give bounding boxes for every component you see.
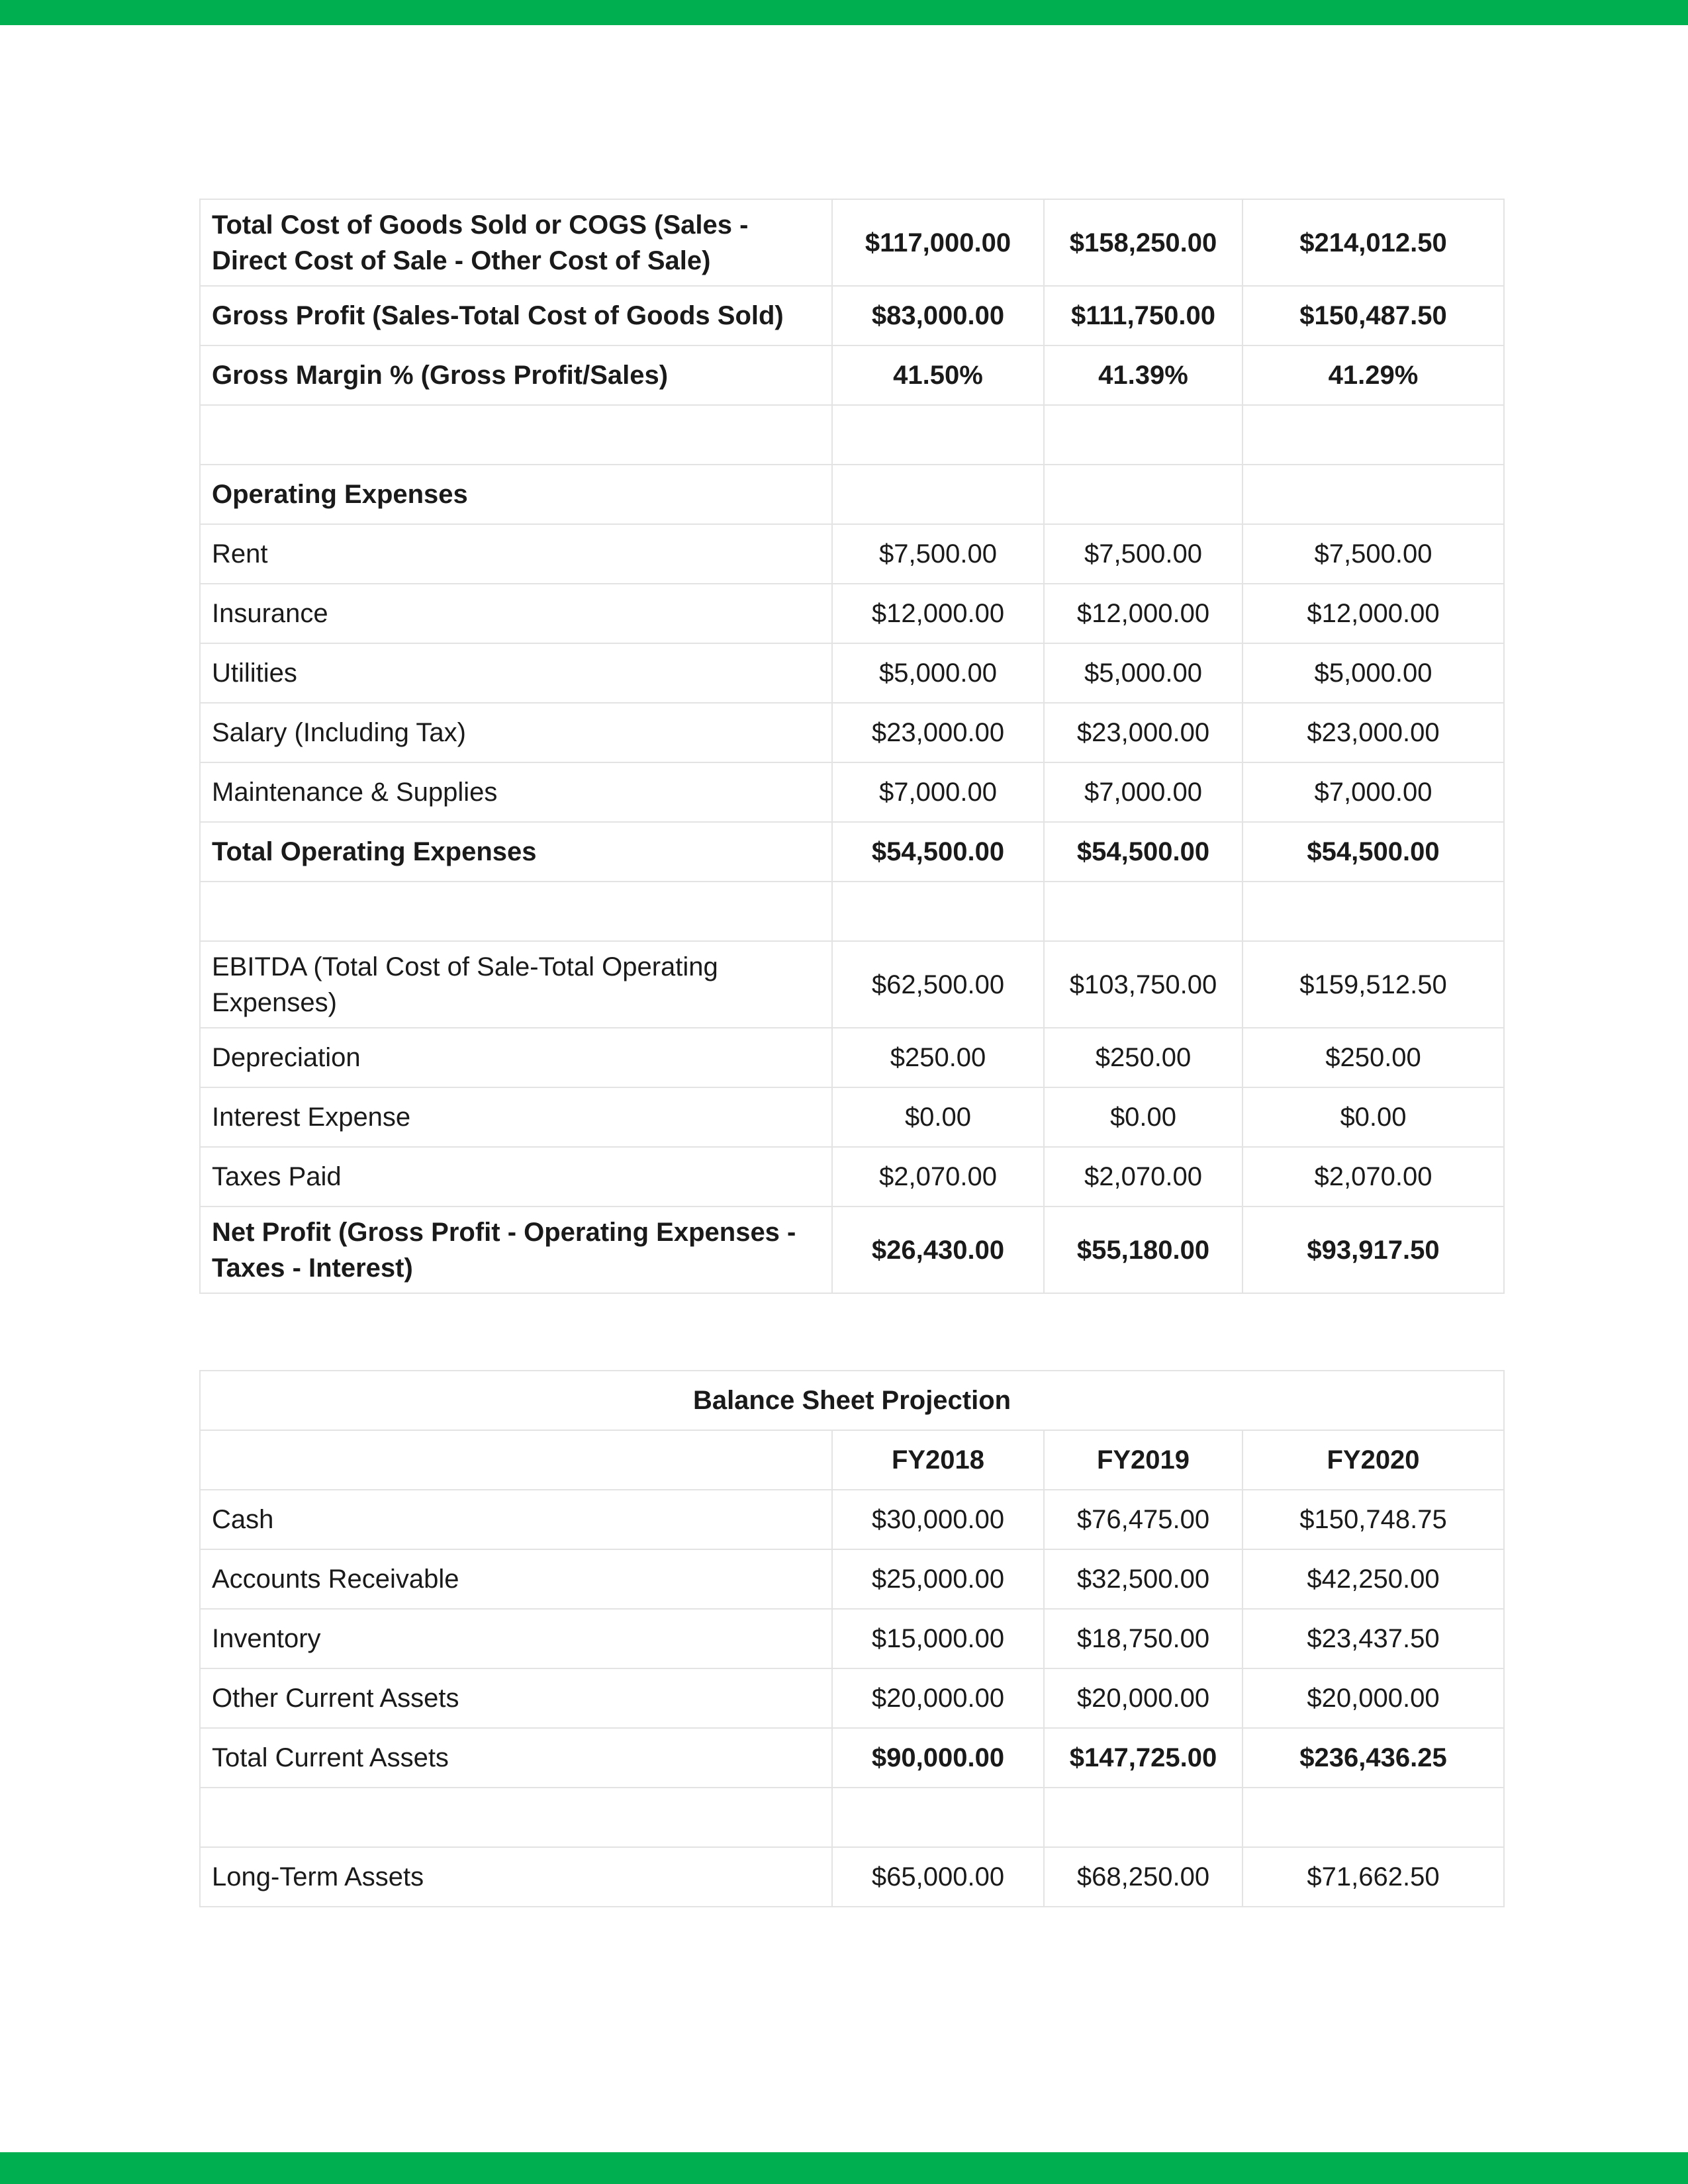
empty-cell [832, 405, 1044, 465]
value-cell [1044, 465, 1243, 524]
table-row [200, 1549, 1504, 1609]
value-cell: $150,487.50 [1243, 286, 1504, 345]
empty-cell [1243, 405, 1504, 465]
row-label: Rent [200, 524, 832, 584]
value-cell: $54,500.00 [1243, 822, 1504, 882]
table-row [200, 1847, 1504, 1907]
table-row [200, 1728, 1504, 1788]
value-cell: $23,000.00 [1243, 703, 1504, 762]
table-row [200, 1028, 1504, 1087]
header-label-cell [200, 1430, 832, 1490]
value-cell: $62,500.00 [832, 941, 1044, 1028]
value-cell: $25,000.00 [832, 1549, 1044, 1609]
value-cell: $117,000.00 [832, 199, 1044, 286]
table-row [200, 762, 1504, 822]
value-cell: $20,000.00 [832, 1668, 1044, 1728]
value-cell: $0.00 [1243, 1087, 1504, 1147]
table-row [200, 1609, 1504, 1668]
table-row [200, 199, 1504, 286]
value-cell: $18,750.00 [1044, 1609, 1243, 1668]
empty-cell [1044, 882, 1243, 941]
value-cell: $7,500.00 [1243, 524, 1504, 584]
value-cell: $32,500.00 [1044, 1549, 1243, 1609]
value-cell: $12,000.00 [832, 584, 1044, 643]
spacer-row [200, 405, 1504, 465]
value-cell: 41.50% [832, 345, 1044, 405]
value-cell: $2,070.00 [1044, 1147, 1243, 1206]
table-row [200, 1087, 1504, 1147]
value-cell: $7,000.00 [832, 762, 1044, 822]
value-cell: $0.00 [1044, 1087, 1243, 1147]
value-cell: $214,012.50 [1243, 199, 1504, 286]
row-label: Gross Profit (Sales-Total Cost of Goods Sold) [200, 286, 832, 345]
value-cell: $93,917.50 [1243, 1206, 1504, 1293]
value-cell: $76,475.00 [1044, 1490, 1243, 1549]
table-row [200, 1206, 1504, 1293]
row-label: Salary (Including Tax) [200, 703, 832, 762]
value-cell: $12,000.00 [1044, 584, 1243, 643]
table-row [200, 465, 1504, 524]
value-cell: $0.00 [832, 1087, 1044, 1147]
value-cell: $55,180.00 [1044, 1206, 1243, 1293]
value-cell: $54,500.00 [1044, 822, 1243, 882]
spacer-row [200, 1788, 1504, 1847]
value-cell [832, 465, 1044, 524]
header-year-fy2019: FY2019 [1044, 1430, 1243, 1490]
row-label: Maintenance & Supplies [200, 762, 832, 822]
empty-cell [200, 405, 832, 465]
value-cell: $42,250.00 [1243, 1549, 1504, 1609]
balance-sheet-table [199, 1370, 1505, 1907]
empty-cell [1044, 1788, 1243, 1847]
balance-sheet-header-row [200, 1430, 1504, 1490]
row-label: Utilities [200, 643, 832, 703]
table-row [200, 584, 1504, 643]
value-cell: $158,250.00 [1044, 199, 1243, 286]
balance-sheet-title: Balance Sheet Projection [200, 1371, 1504, 1430]
value-cell: $5,000.00 [1044, 643, 1243, 703]
table-row [200, 524, 1504, 584]
row-label: Long-Term Assets [200, 1847, 832, 1907]
row-label: Gross Margin % (Gross Profit/Sales) [200, 345, 832, 405]
value-cell: $236,436.25 [1243, 1728, 1504, 1788]
empty-cell [1243, 882, 1504, 941]
income-statement-table [199, 199, 1505, 1294]
row-label: Interest Expense [200, 1087, 832, 1147]
value-cell: $15,000.00 [832, 1609, 1044, 1668]
value-cell: $5,000.00 [832, 643, 1044, 703]
empty-cell [200, 1788, 832, 1847]
value-cell: $250.00 [1044, 1028, 1243, 1087]
value-cell: $26,430.00 [832, 1206, 1044, 1293]
value-cell: $150,748.75 [1243, 1490, 1504, 1549]
value-cell: $23,000.00 [1044, 703, 1243, 762]
value-cell: 41.39% [1044, 345, 1243, 405]
row-label: Taxes Paid [200, 1147, 832, 1206]
row-label: Inventory [200, 1609, 832, 1668]
value-cell: $30,000.00 [832, 1490, 1044, 1549]
table-row [200, 643, 1504, 703]
value-cell [1243, 465, 1504, 524]
value-cell: $147,725.00 [1044, 1728, 1243, 1788]
spacer-row [200, 882, 1504, 941]
value-cell: $7,000.00 [1044, 762, 1243, 822]
row-label: Operating Expenses [200, 465, 832, 524]
table-row [200, 941, 1504, 1028]
row-label: Total Current Assets [200, 1728, 832, 1788]
value-cell: $12,000.00 [1243, 584, 1504, 643]
header-year-fy2020: FY2020 [1243, 1430, 1504, 1490]
value-cell: $65,000.00 [832, 1847, 1044, 1907]
table-row [200, 345, 1504, 405]
empty-cell [832, 882, 1044, 941]
row-label: Cash [200, 1490, 832, 1549]
table-row [200, 286, 1504, 345]
value-cell: $71,662.50 [1243, 1847, 1504, 1907]
row-label: Net Profit (Gross Profit - Operating Expenses - Taxes - Interest) [200, 1206, 832, 1293]
empty-cell [1044, 405, 1243, 465]
value-cell: $23,000.00 [832, 703, 1044, 762]
value-cell: $250.00 [1243, 1028, 1504, 1087]
value-cell: $103,750.00 [1044, 941, 1243, 1028]
value-cell: $5,000.00 [1243, 643, 1504, 703]
value-cell: $159,512.50 [1243, 941, 1504, 1028]
table-row [200, 1668, 1504, 1728]
value-cell: $20,000.00 [1243, 1668, 1504, 1728]
header-year-fy2018: FY2018 [832, 1430, 1044, 1490]
top-accent-band [0, 0, 1688, 25]
table-row [200, 1490, 1504, 1549]
value-cell: $2,070.00 [1243, 1147, 1504, 1206]
row-label: Total Cost of Goods Sold or COGS (Sales - Direct Cost of Sale - Other Cost of Sale) [200, 199, 832, 286]
row-label: Other Current Assets [200, 1668, 832, 1728]
value-cell: $7,500.00 [832, 524, 1044, 584]
row-label: Accounts Receivable [200, 1549, 832, 1609]
value-cell: $23,437.50 [1243, 1609, 1504, 1668]
income-statement-body [200, 199, 1504, 1293]
balance-sheet-body [200, 1371, 1504, 1907]
value-cell: $54,500.00 [832, 822, 1044, 882]
balance-sheet-title-row [200, 1371, 1504, 1430]
value-cell: $7,500.00 [1044, 524, 1243, 584]
bottom-accent-band [0, 2152, 1688, 2184]
value-cell: $68,250.00 [1044, 1847, 1243, 1907]
table-row [200, 1147, 1504, 1206]
empty-cell [1243, 1788, 1504, 1847]
row-label: Total Operating Expenses [200, 822, 832, 882]
value-cell: $83,000.00 [832, 286, 1044, 345]
value-cell: $90,000.00 [832, 1728, 1044, 1788]
table-row [200, 822, 1504, 882]
table-row [200, 703, 1504, 762]
value-cell: 41.29% [1243, 345, 1504, 405]
value-cell: $7,000.00 [1243, 762, 1504, 822]
value-cell: $20,000.00 [1044, 1668, 1243, 1728]
row-label: Insurance [200, 584, 832, 643]
value-cell: $2,070.00 [832, 1147, 1044, 1206]
row-label: EBITDA (Total Cost of Sale-Total Operating Expenses) [200, 941, 832, 1028]
value-cell: $250.00 [832, 1028, 1044, 1087]
empty-cell [200, 882, 832, 941]
value-cell: $111,750.00 [1044, 286, 1243, 345]
empty-cell [832, 1788, 1044, 1847]
row-label: Depreciation [200, 1028, 832, 1087]
